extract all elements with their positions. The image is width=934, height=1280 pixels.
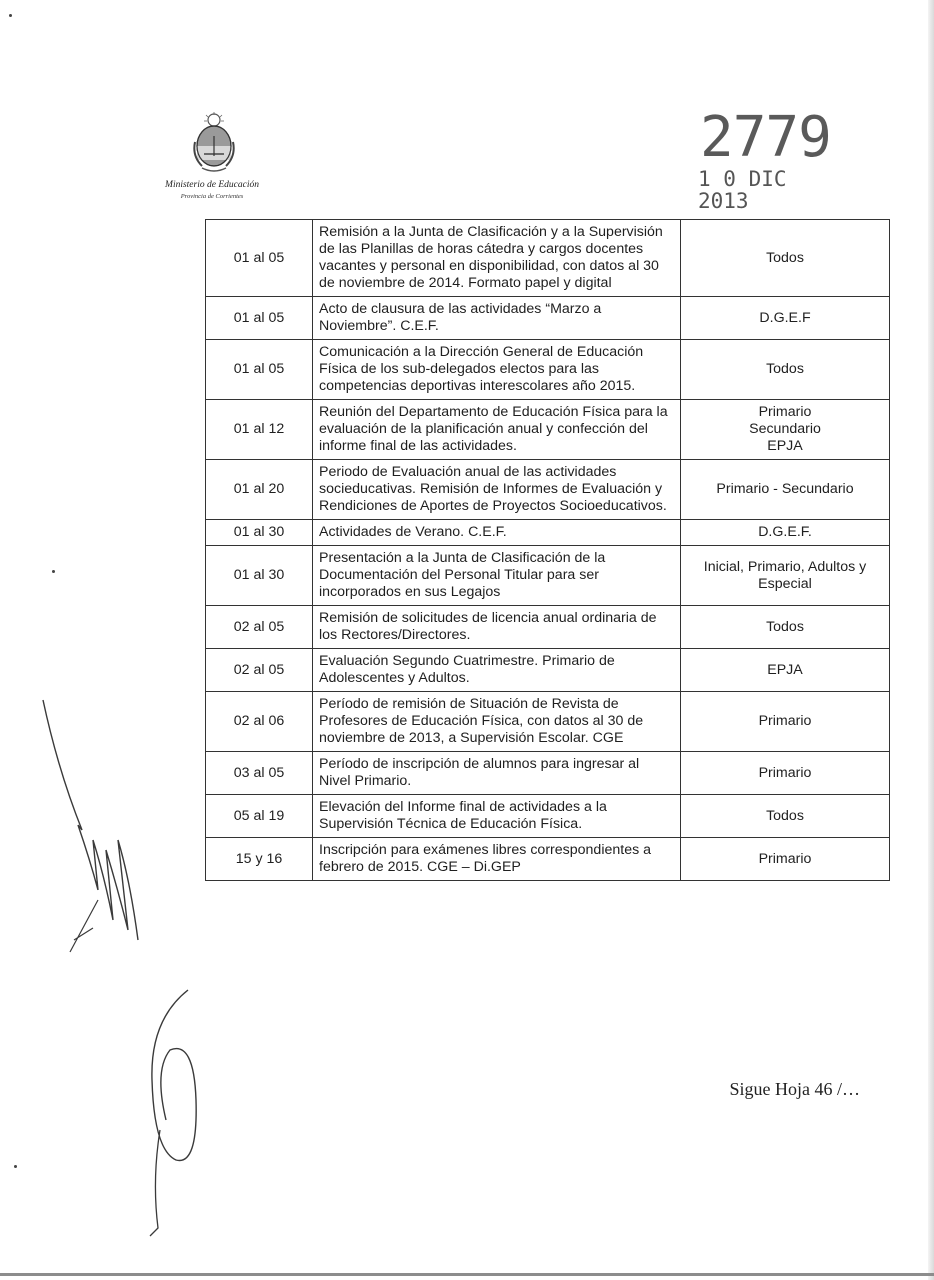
row-dates-cell: 01 al 30 — [206, 520, 313, 546]
row-dates-cell: 02 al 05 — [206, 606, 313, 649]
row-level-cell: Primario — [681, 692, 890, 752]
row-dates-cell: 01 al 20 — [206, 460, 313, 520]
row-dates-cell: 01 al 05 — [206, 340, 313, 400]
resolution-date-stamp: 1 0 DIC 2013 — [698, 167, 787, 213]
scan-speck — [52, 570, 55, 573]
table-row — [206, 606, 890, 649]
row-level-cell: Todos — [681, 220, 890, 297]
scan-speck — [14, 1165, 17, 1168]
row-description-cell: Comunicación a la Dirección General de Educación Física de los sub-delegados electos para las competencias deportivas interescolares año 2015. — [313, 340, 681, 400]
row-level-cell: EPJA — [681, 649, 890, 692]
row-description-cell: Presentación a la Junta de Clasificación de la Documentación del Personal Titular para ser incorporados en sus Legajos — [313, 546, 681, 606]
row-level-cell: Todos — [681, 340, 890, 400]
table-row — [206, 297, 890, 340]
row-level-cell: Todos — [681, 606, 890, 649]
handwritten-signature — [38, 690, 148, 975]
row-level-cell: Inicial, Primario, Adultos y Especial — [681, 546, 890, 606]
table-row — [206, 340, 890, 400]
row-description-cell: Elevación del Informe final de actividades a la Supervisión Técnica de Educación Física. — [313, 795, 681, 838]
table-row — [206, 838, 890, 881]
row-dates-cell: 02 al 05 — [206, 649, 313, 692]
table-row — [206, 520, 890, 546]
row-level-cell: D.G.E.F — [681, 297, 890, 340]
table-row — [206, 692, 890, 752]
table-row — [206, 752, 890, 795]
row-description-cell: Actividades de Verano. C.E.F. — [313, 520, 681, 546]
table-row — [206, 220, 890, 297]
row-description-cell: Remisión de solicitudes de licencia anual ordinaria de los Rectores/Directores. — [313, 606, 681, 649]
scan-speck — [9, 14, 12, 17]
row-dates-cell: 01 al 05 — [206, 297, 313, 340]
table-row — [206, 460, 890, 520]
row-level-cell: Primario - Secundario — [681, 460, 890, 520]
row-description-cell: Período de remisión de Situación de Revista de Profesores de Educación Física, con datos al 30 de noviembre de 2013, a Supervisión Escolar. CGE — [313, 692, 681, 752]
row-description-cell: Periodo de Evaluación anual de las actividades socieducativas. Remisión de Informes de Evaluación y Rendiciones de Aportes de Proyectos Socioeducativos. — [313, 460, 681, 520]
scan-bottom-edge — [0, 1273, 934, 1276]
row-level-cell: Primario — [681, 752, 890, 795]
row-level-cell: D.G.E.F. — [681, 520, 890, 546]
row-level-cell: Primario — [681, 838, 890, 881]
table-row — [206, 795, 890, 838]
row-description-cell: Acto de clausura de las actividades “Marzo a Noviembre”. C.E.F. — [313, 297, 681, 340]
row-dates-cell: 05 al 19 — [206, 795, 313, 838]
ministry-subtitle: Provincia de Corrientes — [180, 193, 244, 200]
row-level-cell: Primario Secundario EPJA — [681, 400, 890, 460]
row-dates-cell: 01 al 12 — [206, 400, 313, 460]
row-description-cell: Inscripción para exámenes libres correspondientes a febrero de 2015. CGE – Di.GEP — [313, 838, 681, 881]
row-dates-cell: 03 al 05 — [206, 752, 313, 795]
table-row — [206, 546, 890, 606]
row-dates-cell: 02 al 06 — [206, 692, 313, 752]
row-dates-cell: 15 y 16 — [206, 838, 313, 881]
row-dates-cell: 01 al 05 — [206, 220, 313, 297]
table-row — [206, 649, 890, 692]
table-row — [206, 400, 890, 460]
row-description-cell: Reunión del Departamento de Educación Física para la evaluación de la planificación anual y confección del informe final de las actividades. — [313, 400, 681, 460]
handwritten-initials — [140, 980, 220, 1245]
row-level-cell: Todos — [681, 795, 890, 838]
ministry-title: Ministerio de Educación — [165, 180, 259, 190]
schedule-table — [205, 219, 890, 881]
row-dates-cell: 01 al 30 — [206, 546, 313, 606]
coat-of-arms-seal — [192, 112, 236, 181]
row-description-cell: Remisión a la Junta de Clasificación y a la Supervisión de las Planillas de horas cátedra y cargos docentes vacantes y personal en disponibilidad, con datos al 30 de noviembre de 2014. Formato papel y digital — [313, 220, 681, 297]
row-description-cell: Período de inscripción de alumnos para ingresar al Nivel Primario. — [313, 752, 681, 795]
continuation-note: Sigue Hoja 46 /… — [729, 1079, 860, 1099]
schedule-table-body — [206, 220, 890, 881]
page-edge-shadow — [928, 0, 934, 1280]
row-description-cell: Evaluación Segundo Cuatrimestre. Primario de Adolescentes y Adultos. — [313, 649, 681, 692]
resolution-number-stamp: 2779 — [700, 105, 831, 170]
